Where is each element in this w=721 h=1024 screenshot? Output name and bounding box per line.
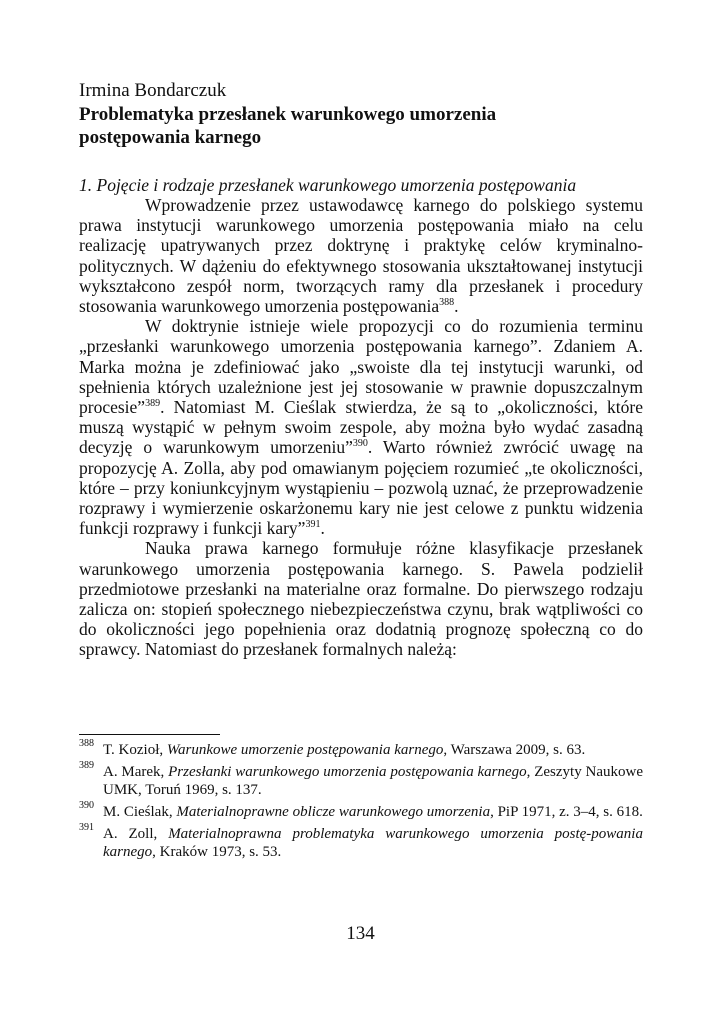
footnote-separator [79,734,220,735]
section-heading: 1. Pojęcie i rodzaje przesłanek warunkowego umorzenia postępowania [79,175,577,195]
footnote-number: 390 [79,800,94,811]
footnote-ref-391[interactable]: 391 [305,519,321,531]
footnote-text-end: , PiP 1971, z. 3–4, s. 618. [490,804,643,820]
footnote-citation-title: Warunkowe umorzenie postępowania karnego [166,742,444,758]
footnote-citation-title: Materialnoprawne oblicze warunkowego umorzenia [176,804,491,820]
footnote-number: 391 [79,822,94,833]
footnote-text-end: , Zeszyty Naukowe UMK, Toruń 1969, s. 137. [103,764,644,798]
footnote-citation-title: Przesłanki warunkowego umorzenia postępowania karnego [168,764,527,780]
paragraph-1 [79,195,643,316]
paragraph-3 [79,538,643,659]
author-name: Irmina Bondarczuk [79,80,227,101]
footnote-391 [79,822,643,861]
paragraph-2-end: . [320,518,325,539]
page-number: 134 [346,923,375,944]
footnote-388 [79,738,643,759]
footnote-text: M. Cieślak, [103,804,177,820]
article-title-line-2: postępowania karnego [79,127,262,148]
footnote-text: T. Kozioł, [103,742,167,758]
paragraph-2 [79,316,643,538]
paragraph-2-part-1: W doktrynie istnieje wiele propozycji co do rozumienia terminu „przesłanki warunkowego umorzenia postępowania karnego”. Zdaniem A. Marka można je zdefiniować jako „swoiste dla tej instytucji warunki, od spełnienia których uzależnione jest jej stosowanie w prawnie dopuszczalnym procesie” [79,316,643,418]
paragraph-1-end: . [454,296,459,317]
footnote-ref-389[interactable]: 389 [145,398,161,410]
footnotes [79,738,644,865]
paragraph-2-part-2: . Natomiast M. Cieślak stwierdza, że są to „okoliczności, które muszą wystąpić w pełnym swoim zespole, aby można było wydać zasadną decyzję o warunkowym umorzeniu” [79,397,643,458]
footnote-text: A. Zoll, [103,826,169,842]
footnote-number: 389 [79,760,94,771]
footnote-number: 388 [79,738,94,749]
footnote-text-end: , Warszawa 2009, s. 63. [443,742,586,758]
footnote-ref-390[interactable]: 390 [352,438,368,450]
paragraph-3-text: Nauka prawa karnego formułuje różne klasyfikacje przesłanek warunkowego umorzenia postępowania karnego. S. Pawela podzielił przedmiotowe przesłanki na materialne oraz formalne. Do pierwszego rodzaju zalicza on: stopień społecznego niebezpieczeństwa czynu, brak wątpliwości co do okoliczności jego popełnienia oraz dodatnią prognozę społeczną co do sprawcy. Natomiast do przesłanek formalnych należą: [79,538,643,660]
footnote-390 [79,800,643,821]
paragraph-2-part-3: . Warto również zwrócić uwagę na propozycję A. Zolla, aby pod omawianym pojęciem rozumieć „te okoliczności, które – przy koniunkcyjnym wystąpieniu – pozwolą uznać, że przeprowadzenie rozprawy i wymierzenie oskarżonemu kary nie jest celowe z punktu widzenia funkcji rozprawy i funkcji kary” [79,437,643,539]
article-title [79,103,659,149]
footnote-text: A. Marek, [103,764,169,780]
paragraph-1-text: Wprowadzenie przez ustawodawcę karnego do polskiego systemu prawa instytucji warunkowego umorzenia postępowania miało na celu realizację upatrywanych przez doktrynę i praktykę celów kryminalno-politycznych. W dążeniu do efektywnego stosowania ukształtowanej instytucji wykształcono zespół norm, tworzących ramy dla przesłanek i procedury stosowania warunkowego umorzenia postępowania [79,195,643,317]
footnote-ref-388[interactable]: 388 [439,297,455,309]
body-text [79,195,643,660]
footnote-text-end: , Kraków 1973, s. 53. [152,844,282,860]
footnote-389 [79,760,644,799]
article-title-line-1: Problematyka przesłanek warunkowego umorzenia [79,104,497,125]
footnote-citation-title: Materialnoprawna problematyka warunkowego umorzenia postę-powania karnego [103,826,643,860]
